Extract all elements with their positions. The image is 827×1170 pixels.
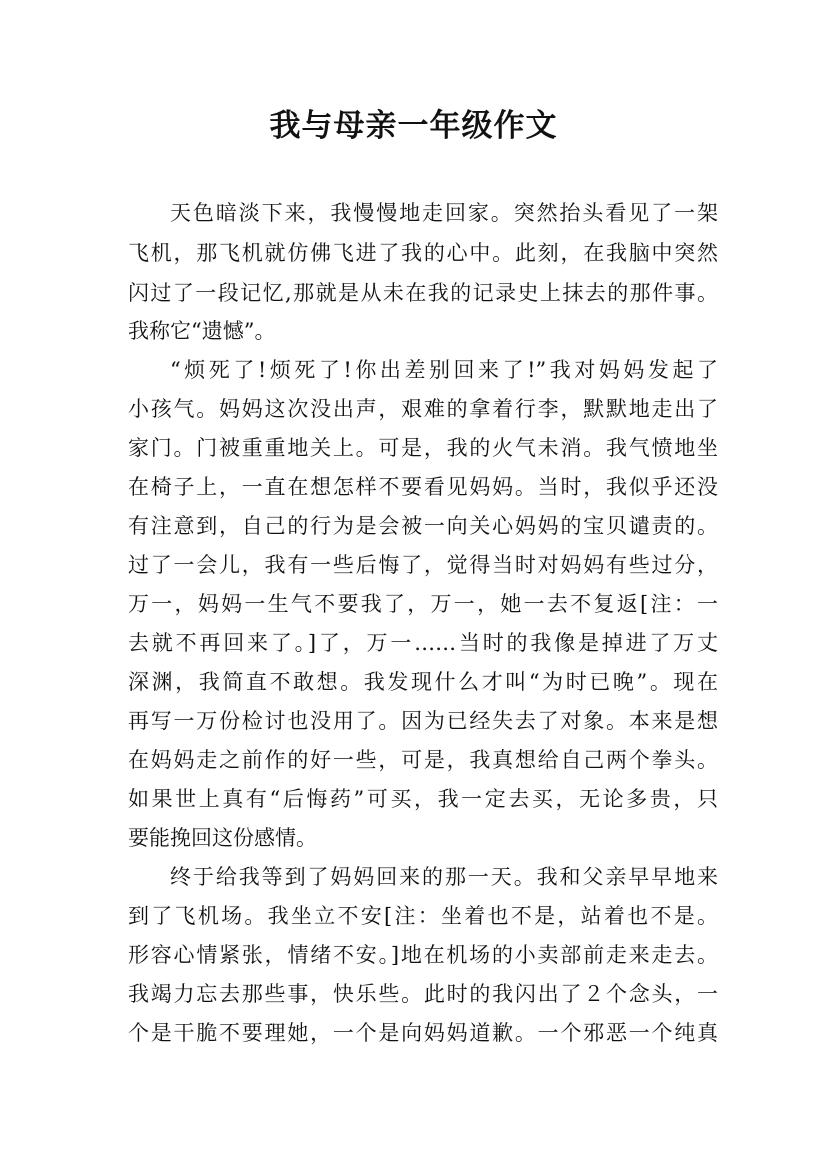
body-line: 我竭力忘去那些事，快乐些。此时的我闪出了２个念头，一 <box>128 982 718 1006</box>
body-line: 天色暗淡下来，我慢慢地走回家。突然抬头看见了一架 <box>170 201 718 225</box>
body-line: 到了飞机场。我坐立不安[注：坐着也不是，站着也不是。 <box>128 904 718 928</box>
body-line: 过了一会儿，我有一些后悔了，觉得当时对妈妈有些过分， <box>128 553 718 577</box>
body-line: 闪过了一段记忆,那就是从未在我的记录史上抹去的那件事。 <box>128 281 718 305</box>
body-line: 在妈妈走之前作的好一些，可是，我真想给自己两个拳头。 <box>128 748 718 772</box>
body-line: 飞机，那飞机就仿佛飞进了我的心中。此刻，在我脑中突然 <box>128 241 718 265</box>
document-title: 我与母亲一年级作文 <box>269 108 558 144</box>
body-line: 再写一万份检讨也没用了。因为已经失去了对象。本来是想 <box>128 709 718 733</box>
body-line: 形容心情紧张，情绪不安。]地在机场的小卖部前走来走去。 <box>128 943 718 967</box>
body-line: 有注意到，自己的行为是会被一向关心妈妈的宝贝谴责的。 <box>128 514 718 538</box>
body-line: 万一，妈妈一生气不要我了，万一，她一去不复返[注：一 <box>128 592 718 616</box>
body-line: 终于给我等到了妈妈回来的那一天。我和父亲早早地来 <box>170 865 718 889</box>
body-line: 在椅子上，一直在想怎样不要看见妈妈。当时，我似乎还没 <box>128 475 718 499</box>
body-line: 我称它“遗憾”。 <box>128 319 276 343</box>
body-line: 个是干脆不要理她，一个是向妈妈道歉。一个邪恶一个纯真 <box>128 1021 718 1045</box>
body-line: “烦死了!烦死了!你出差别回来了!”我对妈妈发起了 <box>170 358 718 382</box>
body-line: 要能挽回这份感情。 <box>128 826 317 850</box>
body-line: 如果世上真有“后悔药”可买，我一定去买，无论多贵，只 <box>128 787 718 811</box>
body-line: 家门。门被重重地关上。可是，我的火气未消。我气愤地坐 <box>128 436 718 460</box>
body-line: 去就不再回来了。]了，万一……当时的我像是掉进了万丈 <box>128 631 718 655</box>
body-line: 深渊，我简直不敢想。我发现什么才叫“为时已晚”。现在 <box>128 670 718 694</box>
body-line: 小孩气。妈妈这次没出声，艰难的拿着行李，默默地走出了 <box>128 397 718 421</box>
